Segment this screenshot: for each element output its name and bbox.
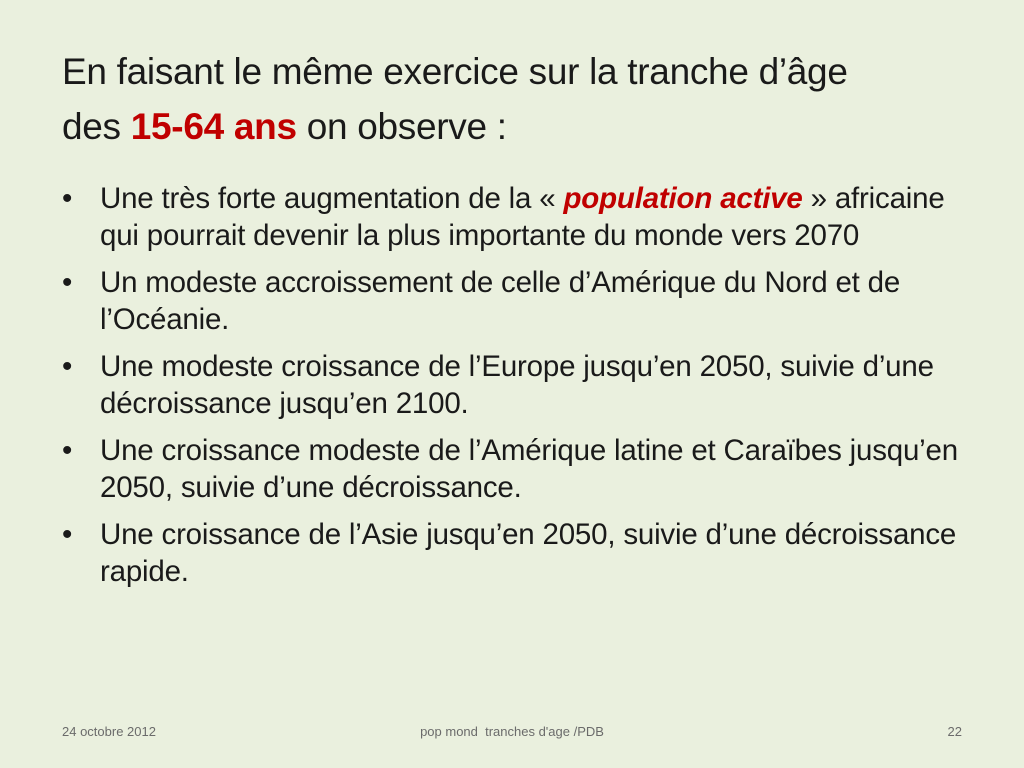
title-age-range-highlight: 15-64 ans — [130, 106, 297, 147]
bullet-dot-icon: • — [62, 350, 73, 383]
footer-date: 24 octobre 2012 — [62, 724, 156, 739]
bullet-item-asia — [62, 516, 962, 590]
title-line-2-prefix: des — [62, 106, 131, 147]
title-line-1: En faisant le même exercice sur la tranche d’âge — [62, 51, 848, 92]
bullet-item-europe — [62, 348, 962, 422]
bullet-dot-icon: • — [62, 518, 73, 551]
slide-title — [62, 44, 962, 154]
bullet-emphasis-population-active: population active — [563, 182, 803, 215]
bullet-item-latin-america — [62, 432, 962, 506]
footer-page-number: 22 — [947, 724, 962, 739]
bullet-text-prefix: Une très forte augmentation de la « — [100, 182, 564, 215]
bullet-text: Un modeste accroissement de celle d’Amérique du Nord et de l’Océanie. — [100, 266, 901, 336]
bullet-item-africa — [62, 180, 962, 254]
bullet-dot-icon: • — [62, 434, 73, 467]
title-line-2-suffix: on observe : — [296, 106, 507, 147]
footer-caption: pop mond tranches d'age /PDB — [420, 724, 604, 739]
bullet-text-suffix: » africaine qui pourrait devenir la plus importante du monde vers 2070 — [100, 182, 945, 252]
bullet-text: Une modeste croissance de l’Europe jusqu’en 2050, suivie d’une décroissance jusqu’en 2100. — [100, 350, 934, 420]
bullet-text: Une croissance de l’Asie jusqu’en 2050, suivie d’une décroissance rapide. — [100, 518, 957, 588]
bullet-text: Une croissance modeste de l’Amérique latine et Caraïbes jusqu’en 2050, suivie d’une décroissance. — [100, 434, 958, 504]
bullet-dot-icon: • — [62, 182, 73, 215]
bullet-dot-icon: • — [62, 266, 73, 299]
bullet-item-north-america — [62, 264, 962, 338]
bullet-list — [62, 180, 962, 600]
